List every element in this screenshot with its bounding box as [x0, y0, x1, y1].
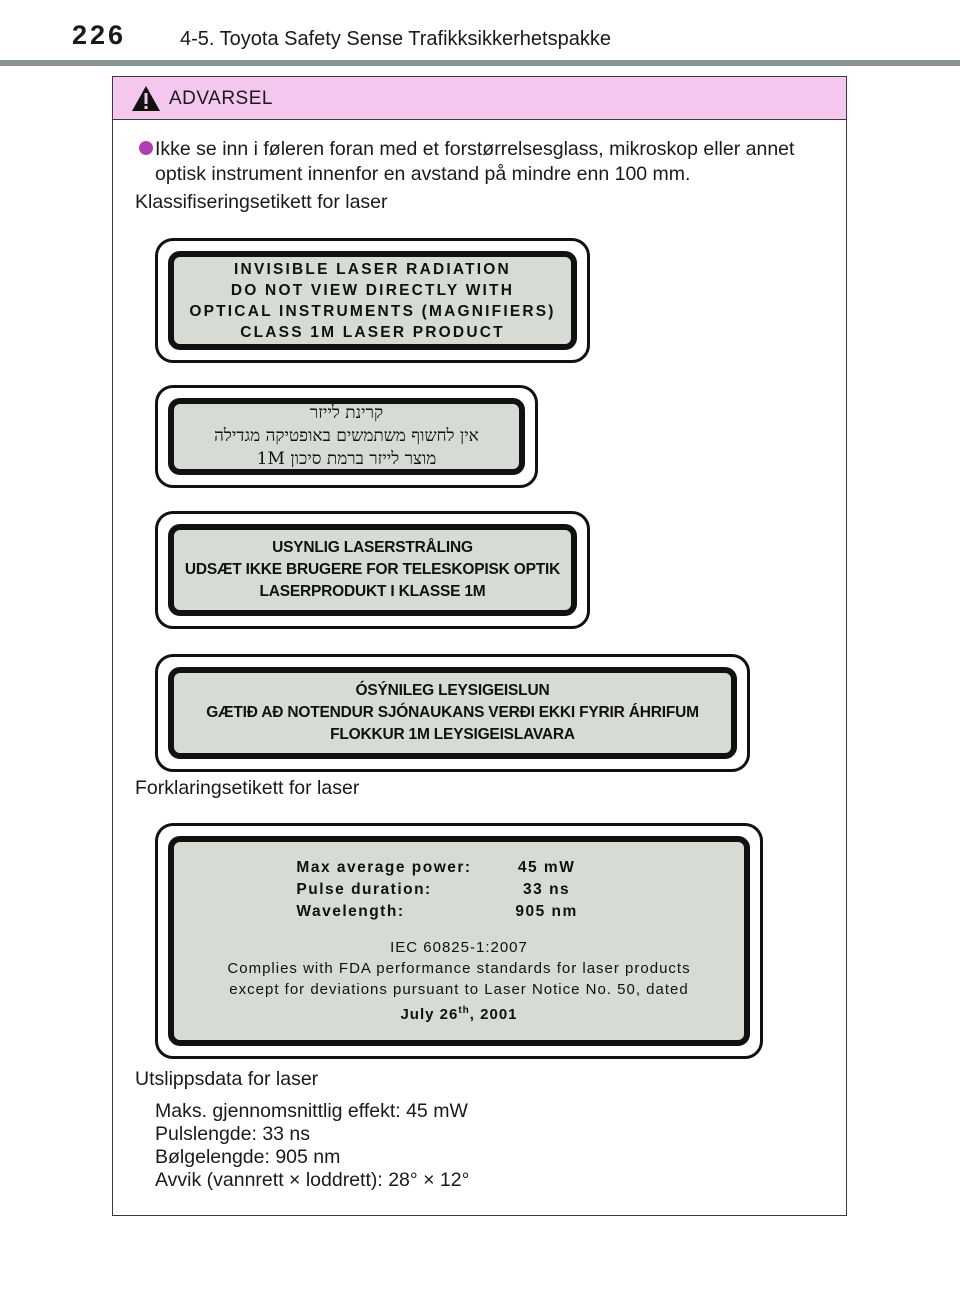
warning-label: ADVARSEL [169, 88, 273, 109]
compliance-line: except for deviations pursuant to Laser Notice No. 50, dated [229, 980, 689, 998]
label-english-inner [168, 251, 577, 350]
laser-label-danish [155, 511, 590, 629]
explanation-caption: Forklaringsetikett for laser [135, 777, 360, 799]
emission-line: Avvik (vannrett × loddrett): 28° × 12° [155, 1169, 470, 1191]
label-danish-inner [168, 524, 577, 616]
spec-value: 45 mW [517, 858, 576, 876]
warning-bullet [139, 137, 839, 187]
classification-caption: Klassifiseringsetikett for laser [135, 191, 388, 213]
spec-table [296, 857, 621, 923]
label-line: קרינת לייזר [309, 403, 384, 423]
emission-line: Bølgelengde: 905 nm [155, 1146, 341, 1168]
warning-box [112, 76, 847, 1216]
label-line: LASERPRODUKT I KLASSE 1M [259, 583, 486, 600]
warning-header [113, 77, 846, 120]
label-line: FLOKKUR 1M LEYSIGEISLAVARA [330, 726, 575, 743]
label-line: אין לחשוף משתמשים באופטיקה מגדילה [214, 426, 479, 446]
spec-key: Max average power: [296, 858, 472, 876]
warning-triangle-icon [131, 85, 161, 112]
laser-label-icelandic [155, 654, 750, 772]
spec-value: 905 nm [515, 902, 578, 920]
emission-caption: Utslippsdata for laser [135, 1068, 319, 1090]
date-line [400, 1000, 517, 1026]
label-line: INVISIBLE LASER RADIATION [234, 260, 511, 278]
emission-line: Pulslengde: 33 ns [155, 1123, 311, 1145]
spec-row [296, 857, 621, 879]
label-line: USYNLIG LASERSTRÅLING [272, 539, 473, 556]
label-hebrew-inner [168, 398, 525, 475]
section-title: 4-5. Toyota Safety Sense Trafikksikkerhetspakke [180, 28, 611, 50]
label-line: OPTICAL INSTRUMENTS (MAGNIFIERS) [189, 302, 556, 320]
spec-key: Wavelength: [296, 902, 405, 920]
compliance-line: Complies with FDA performance standards for laser products [227, 959, 691, 977]
laser-label-explanation [155, 823, 763, 1059]
spec-key: Pulse duration: [296, 880, 432, 898]
spec-row [296, 879, 621, 901]
spec-row [296, 901, 621, 923]
header-rule [0, 60, 960, 66]
label-line: UDSÆT IKKE BRUGERE FOR TELESKOPISK OPTIK [184, 561, 561, 578]
laser-label-english [155, 238, 590, 363]
bullet-text: Ikke se inn i føleren foran med et forstørrelsesglass, mikroskop eller annet optisk instrument innenfor en avstand på mindre enn 100 mm. [155, 138, 795, 185]
label-icelandic-inner [168, 667, 737, 759]
spec-value: 33 ns [523, 880, 571, 898]
date-suffix: th [458, 1004, 470, 1016]
label-line: מוצר לייזר ברמת סיכון 1M [256, 449, 437, 469]
date-main: July 26 [400, 1005, 459, 1023]
label-line: GÆTIÐ AÐ NOTENDUR SJÓNAUKANS VERÐI EKKI FYRIR ÁHRIFUM [206, 704, 699, 721]
emission-line: Maks. gjennomsnittlig effekt: 45 mW [155, 1100, 468, 1122]
label-line: ÓSÝNILEG LEYSIGEISLUN [355, 682, 550, 699]
laser-label-hebrew [155, 385, 538, 488]
label-line: DO NOT VIEW DIRECTLY WITH [230, 281, 515, 299]
label-line: CLASS 1M LASER PRODUCT [240, 323, 505, 341]
page-number: 226 [72, 20, 127, 50]
label-explanation-inner [168, 836, 750, 1046]
date-year: , 2001 [469, 1005, 518, 1023]
emission-data [155, 1100, 469, 1192]
bullet-dot [139, 141, 153, 155]
standard-line: IEC 60825-1:2007 [390, 938, 528, 956]
